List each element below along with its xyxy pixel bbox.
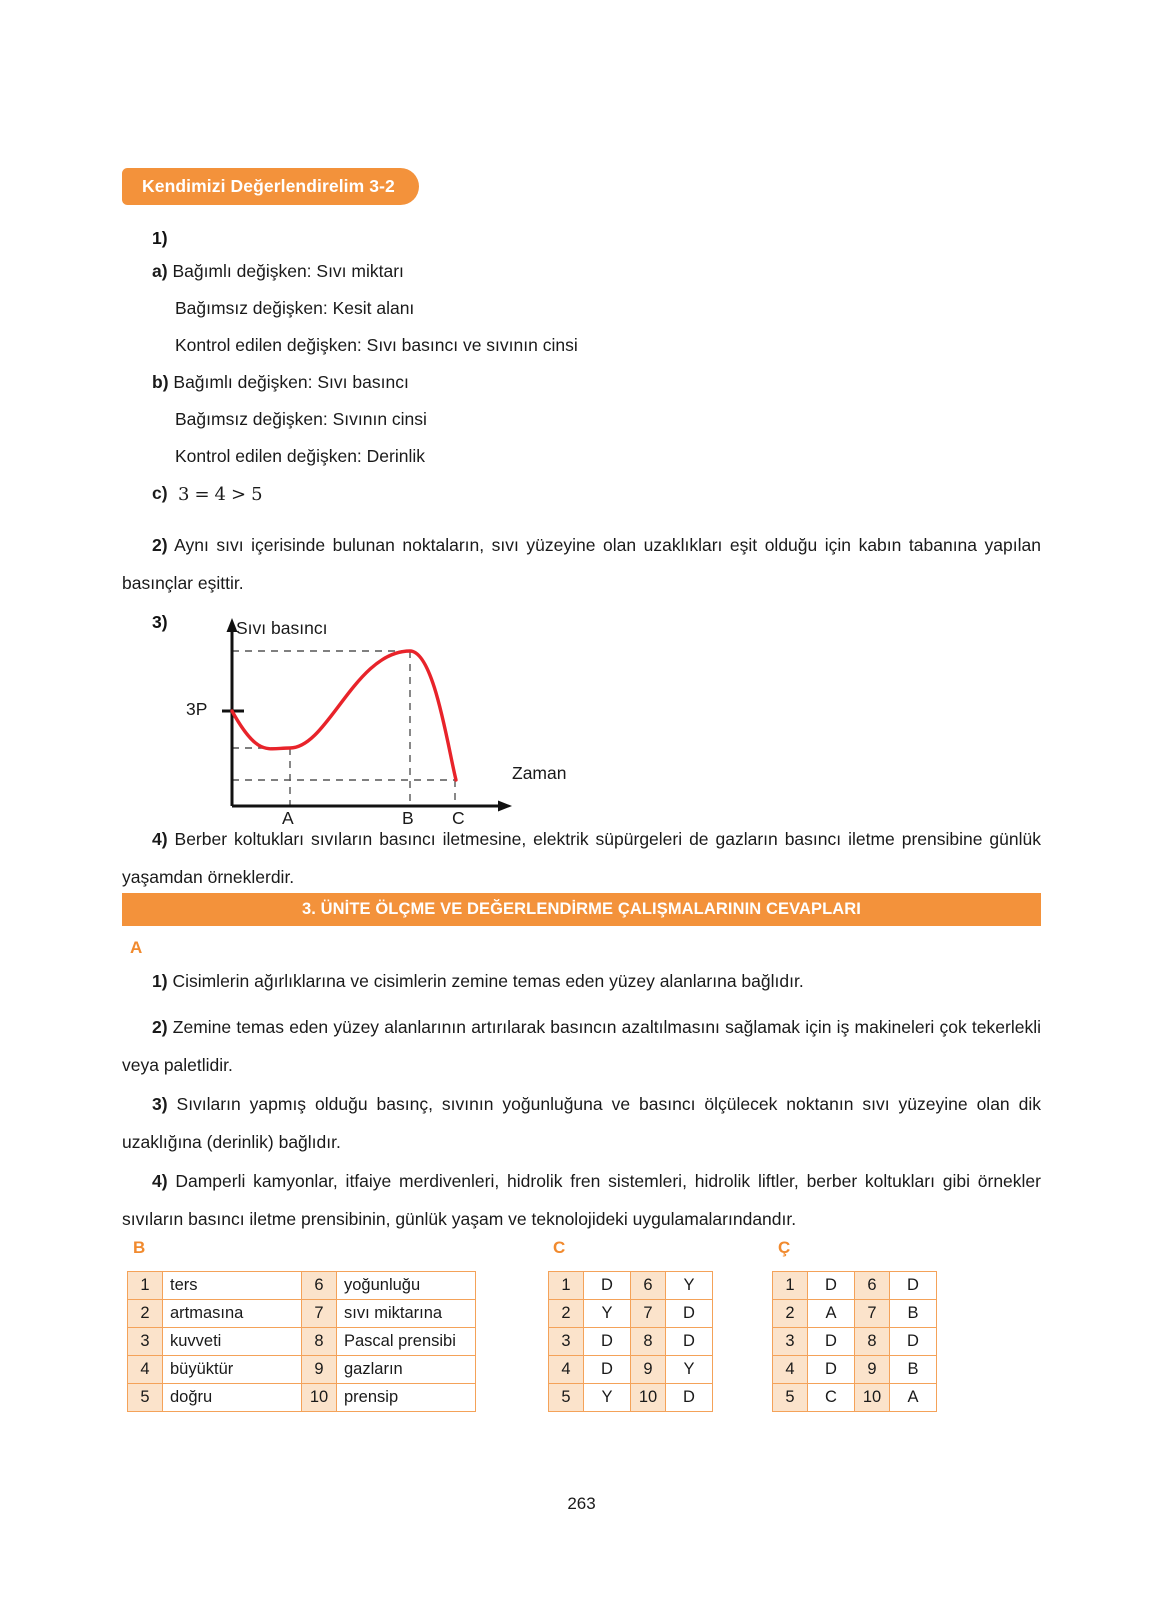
answer-1a-text: Bağımlı değişken: Sıvı miktarı <box>172 261 404 281</box>
c-expr-value-1: 3 <box>178 484 190 505</box>
x-tick-label-c: C <box>452 808 465 828</box>
cell-number: 5 <box>549 1384 584 1412</box>
x-tick-label-b: B <box>402 808 414 828</box>
cell-number: 2 <box>128 1300 163 1328</box>
cell-value: gazların <box>337 1356 476 1384</box>
answer-1c-label: c) <box>152 483 168 503</box>
table-row <box>773 1356 937 1384</box>
cell-number: 2 <box>549 1300 584 1328</box>
cell-number: 8 <box>631 1328 666 1356</box>
cell-value: sıvı miktarına <box>337 1300 476 1328</box>
cell-number: 4 <box>549 1356 584 1384</box>
cell-value: D <box>584 1356 631 1384</box>
y-axis-label: Sıvı basıncı <box>236 618 328 638</box>
cell-number: 5 <box>128 1384 163 1412</box>
section-a-answer-2 <box>122 1008 1041 1084</box>
page-number: 263 <box>567 1494 596 1513</box>
cell-number: 6 <box>302 1272 337 1300</box>
c-expr-operator-2: > <box>231 484 247 505</box>
section-b-answer-table <box>127 1271 476 1412</box>
cell-value: A <box>808 1300 855 1328</box>
cell-number: 9 <box>302 1356 337 1384</box>
cell-value: D <box>666 1384 713 1412</box>
table-row <box>549 1384 713 1412</box>
cell-value: D <box>584 1328 631 1356</box>
x-axis-arrow <box>498 801 512 812</box>
cell-value: yoğunluğu <box>337 1272 476 1300</box>
table-row <box>128 1272 476 1300</box>
answer-1b-label: b) <box>152 372 169 392</box>
cell-number: 6 <box>631 1272 666 1300</box>
cell-value: Y <box>584 1300 631 1328</box>
cell-value: prensip <box>337 1384 476 1412</box>
cell-number: 8 <box>855 1328 890 1356</box>
section-cedilla-answer-table <box>772 1271 937 1412</box>
answer-2-paragraph <box>122 526 1041 602</box>
cell-number: 6 <box>855 1272 890 1300</box>
section-a-answer-1-label: 1) <box>152 971 168 991</box>
section-a-answer-3-label: 3) <box>152 1094 168 1114</box>
answer-1a-label: a) <box>152 261 168 281</box>
question-3-label: 3) <box>152 612 168 632</box>
answer-1b-line3: Kontrol edilen değişken: Derinlik <box>175 446 425 466</box>
table-row <box>128 1356 476 1384</box>
section-a-answer-1 <box>122 962 1041 1000</box>
answer-1b-line2: Bağımsız değişken: Sıvının cinsi <box>175 409 427 429</box>
cell-number: 7 <box>855 1300 890 1328</box>
table-row <box>549 1300 713 1328</box>
section-c-letter: C <box>553 1238 566 1257</box>
c-expr-value-2: 4 <box>214 484 226 505</box>
section-c-answer-table <box>548 1271 713 1412</box>
cell-value: Y <box>666 1272 713 1300</box>
cell-number: 3 <box>128 1328 163 1356</box>
cell-number: 3 <box>773 1328 808 1356</box>
table-row <box>773 1328 937 1356</box>
answer-1b-text: Bağımlı değişken: Sıvı basıncı <box>173 372 409 392</box>
cell-value: ters <box>163 1272 302 1300</box>
cell-number: 1 <box>128 1272 163 1300</box>
section-title-pill <box>122 168 419 205</box>
answer-1a-line2: Bağımsız değişken: Kesit alanı <box>175 298 415 318</box>
section-a-answer-2-label: 2) <box>152 1017 168 1037</box>
cell-number: 8 <box>302 1328 337 1356</box>
c-expr-value-3: 5 <box>251 484 263 505</box>
cell-value: kuvveti <box>163 1328 302 1356</box>
cell-number: 7 <box>631 1300 666 1328</box>
table-row <box>549 1272 713 1300</box>
y-tick-label-3p: 3P <box>186 699 208 719</box>
x-tick-label-a: A <box>282 808 294 828</box>
answer-4-text: Berber koltukları sıvıların basıncı iletmesine, elektrik süpürgeleri de gazların basıncı iletme prensibine günlük yaşamdan örneklerdir. <box>122 829 1041 887</box>
table-row <box>773 1272 937 1300</box>
cell-number: 10 <box>302 1384 337 1412</box>
cell-number: 1 <box>773 1272 808 1300</box>
pressure-time-graph <box>150 608 620 828</box>
cell-value: D <box>808 1356 855 1384</box>
section-a-answer-1-text: Cisimlerin ağırlıklarına ve cisimlerin zemine temas eden yüzey alanlarına bağlıdır. <box>172 971 804 991</box>
section-a-answer-4-text: Damperli kamyonlar, itfaiye merdivenleri, hidrolik fren sistemleri, hidrolik liftler, berber koltukları gibi örnekler sıvıların basıncı iletme prensibinin, günlük yaşam ve teknolojideki uygulamalarındandır. <box>122 1171 1041 1229</box>
section-title-text: Kendimizi Değerlendirelim 3-2 <box>142 176 395 196</box>
cell-number: 10 <box>855 1384 890 1412</box>
answer-1a-line3: Kontrol edilen değişken: Sıvı basıncı ve sıvının cinsi <box>175 335 578 355</box>
cell-value: D <box>666 1300 713 1328</box>
cell-value: Pascal prensibi <box>337 1328 476 1356</box>
cell-value: Y <box>584 1384 631 1412</box>
table-row <box>549 1356 713 1384</box>
cell-number: 5 <box>773 1384 808 1412</box>
section-a-answer-4 <box>122 1162 1041 1238</box>
section-b-letter: B <box>133 1238 146 1257</box>
cell-number: 10 <box>631 1384 666 1412</box>
cell-value: D <box>808 1272 855 1300</box>
cell-value: A <box>890 1384 937 1412</box>
section-a-answer-4-label: 4) <box>152 1171 168 1191</box>
cell-number: 1 <box>549 1272 584 1300</box>
answer-1c-row <box>152 475 168 512</box>
table-row <box>128 1300 476 1328</box>
cell-number: 9 <box>855 1356 890 1384</box>
section-cedilla-letter: Ç <box>778 1238 791 1257</box>
table-row <box>773 1300 937 1328</box>
pressure-curve <box>232 651 456 780</box>
cell-number: 4 <box>773 1356 808 1384</box>
cell-number: 4 <box>128 1356 163 1384</box>
question-1-label: 1) <box>152 228 168 248</box>
cell-value: D <box>808 1328 855 1356</box>
cell-number: 7 <box>302 1300 337 1328</box>
cell-value: D <box>666 1328 713 1356</box>
c-expr-operator-1: = <box>194 484 210 505</box>
section-a-letter: A <box>130 938 143 957</box>
table-row <box>773 1384 937 1412</box>
cell-value: B <box>890 1356 937 1384</box>
answer-1b-line1 <box>152 364 409 401</box>
answer-1c-expression <box>178 484 263 505</box>
cell-value: D <box>890 1328 937 1356</box>
cell-number: 9 <box>631 1356 666 1384</box>
cell-value: Y <box>666 1356 713 1384</box>
cell-number: 2 <box>773 1300 808 1328</box>
section-a-answer-2-text: Zemine temas eden yüzey alanlarının artırılarak basıncın azaltılmasını sağlamak için iş makineleri çok tekerlekli veya paletlidir. <box>122 1017 1041 1075</box>
x-axis-label: Zaman <box>512 763 567 783</box>
answer-4-label: 4) <box>152 829 168 849</box>
unit-evaluation-banner <box>122 893 1041 926</box>
table-row <box>128 1384 476 1412</box>
table-row <box>549 1328 713 1356</box>
cell-value: büyüktür <box>163 1356 302 1384</box>
section-a-answer-3 <box>122 1085 1041 1161</box>
answer-2-text: Aynı sıvı içerisinde bulunan noktaların, sıvı yüzeyine olan uzaklıkları eşit olduğu için kabın tabanına yapılan basınçlar eşittir. <box>122 535 1041 593</box>
answer-2-label: 2) <box>152 535 168 555</box>
cell-value: D <box>890 1272 937 1300</box>
answer-4-paragraph <box>122 820 1041 896</box>
cell-value: doğru <box>163 1384 302 1412</box>
graph-svg <box>150 608 620 823</box>
cell-value: artmasına <box>163 1300 302 1328</box>
cell-value: D <box>584 1272 631 1300</box>
cell-number: 3 <box>549 1328 584 1356</box>
answer-1a-line1 <box>152 253 404 290</box>
table-row <box>128 1328 476 1356</box>
cell-value: C <box>808 1384 855 1412</box>
cell-value: B <box>890 1300 937 1328</box>
unit-evaluation-banner-text: 3. ÜNİTE ÖLÇME VE DEĞERLENDİRME ÇALIŞMALARININ CEVAPLARI <box>302 900 861 918</box>
section-a-answer-3-text: Sıvıların yapmış olduğu basınç, sıvının yoğunluğuna ve basıncı ölçülecek noktanın sıvı yüzeyine olan dik uzaklığına (derinlik) bağlıdır. <box>122 1094 1041 1152</box>
